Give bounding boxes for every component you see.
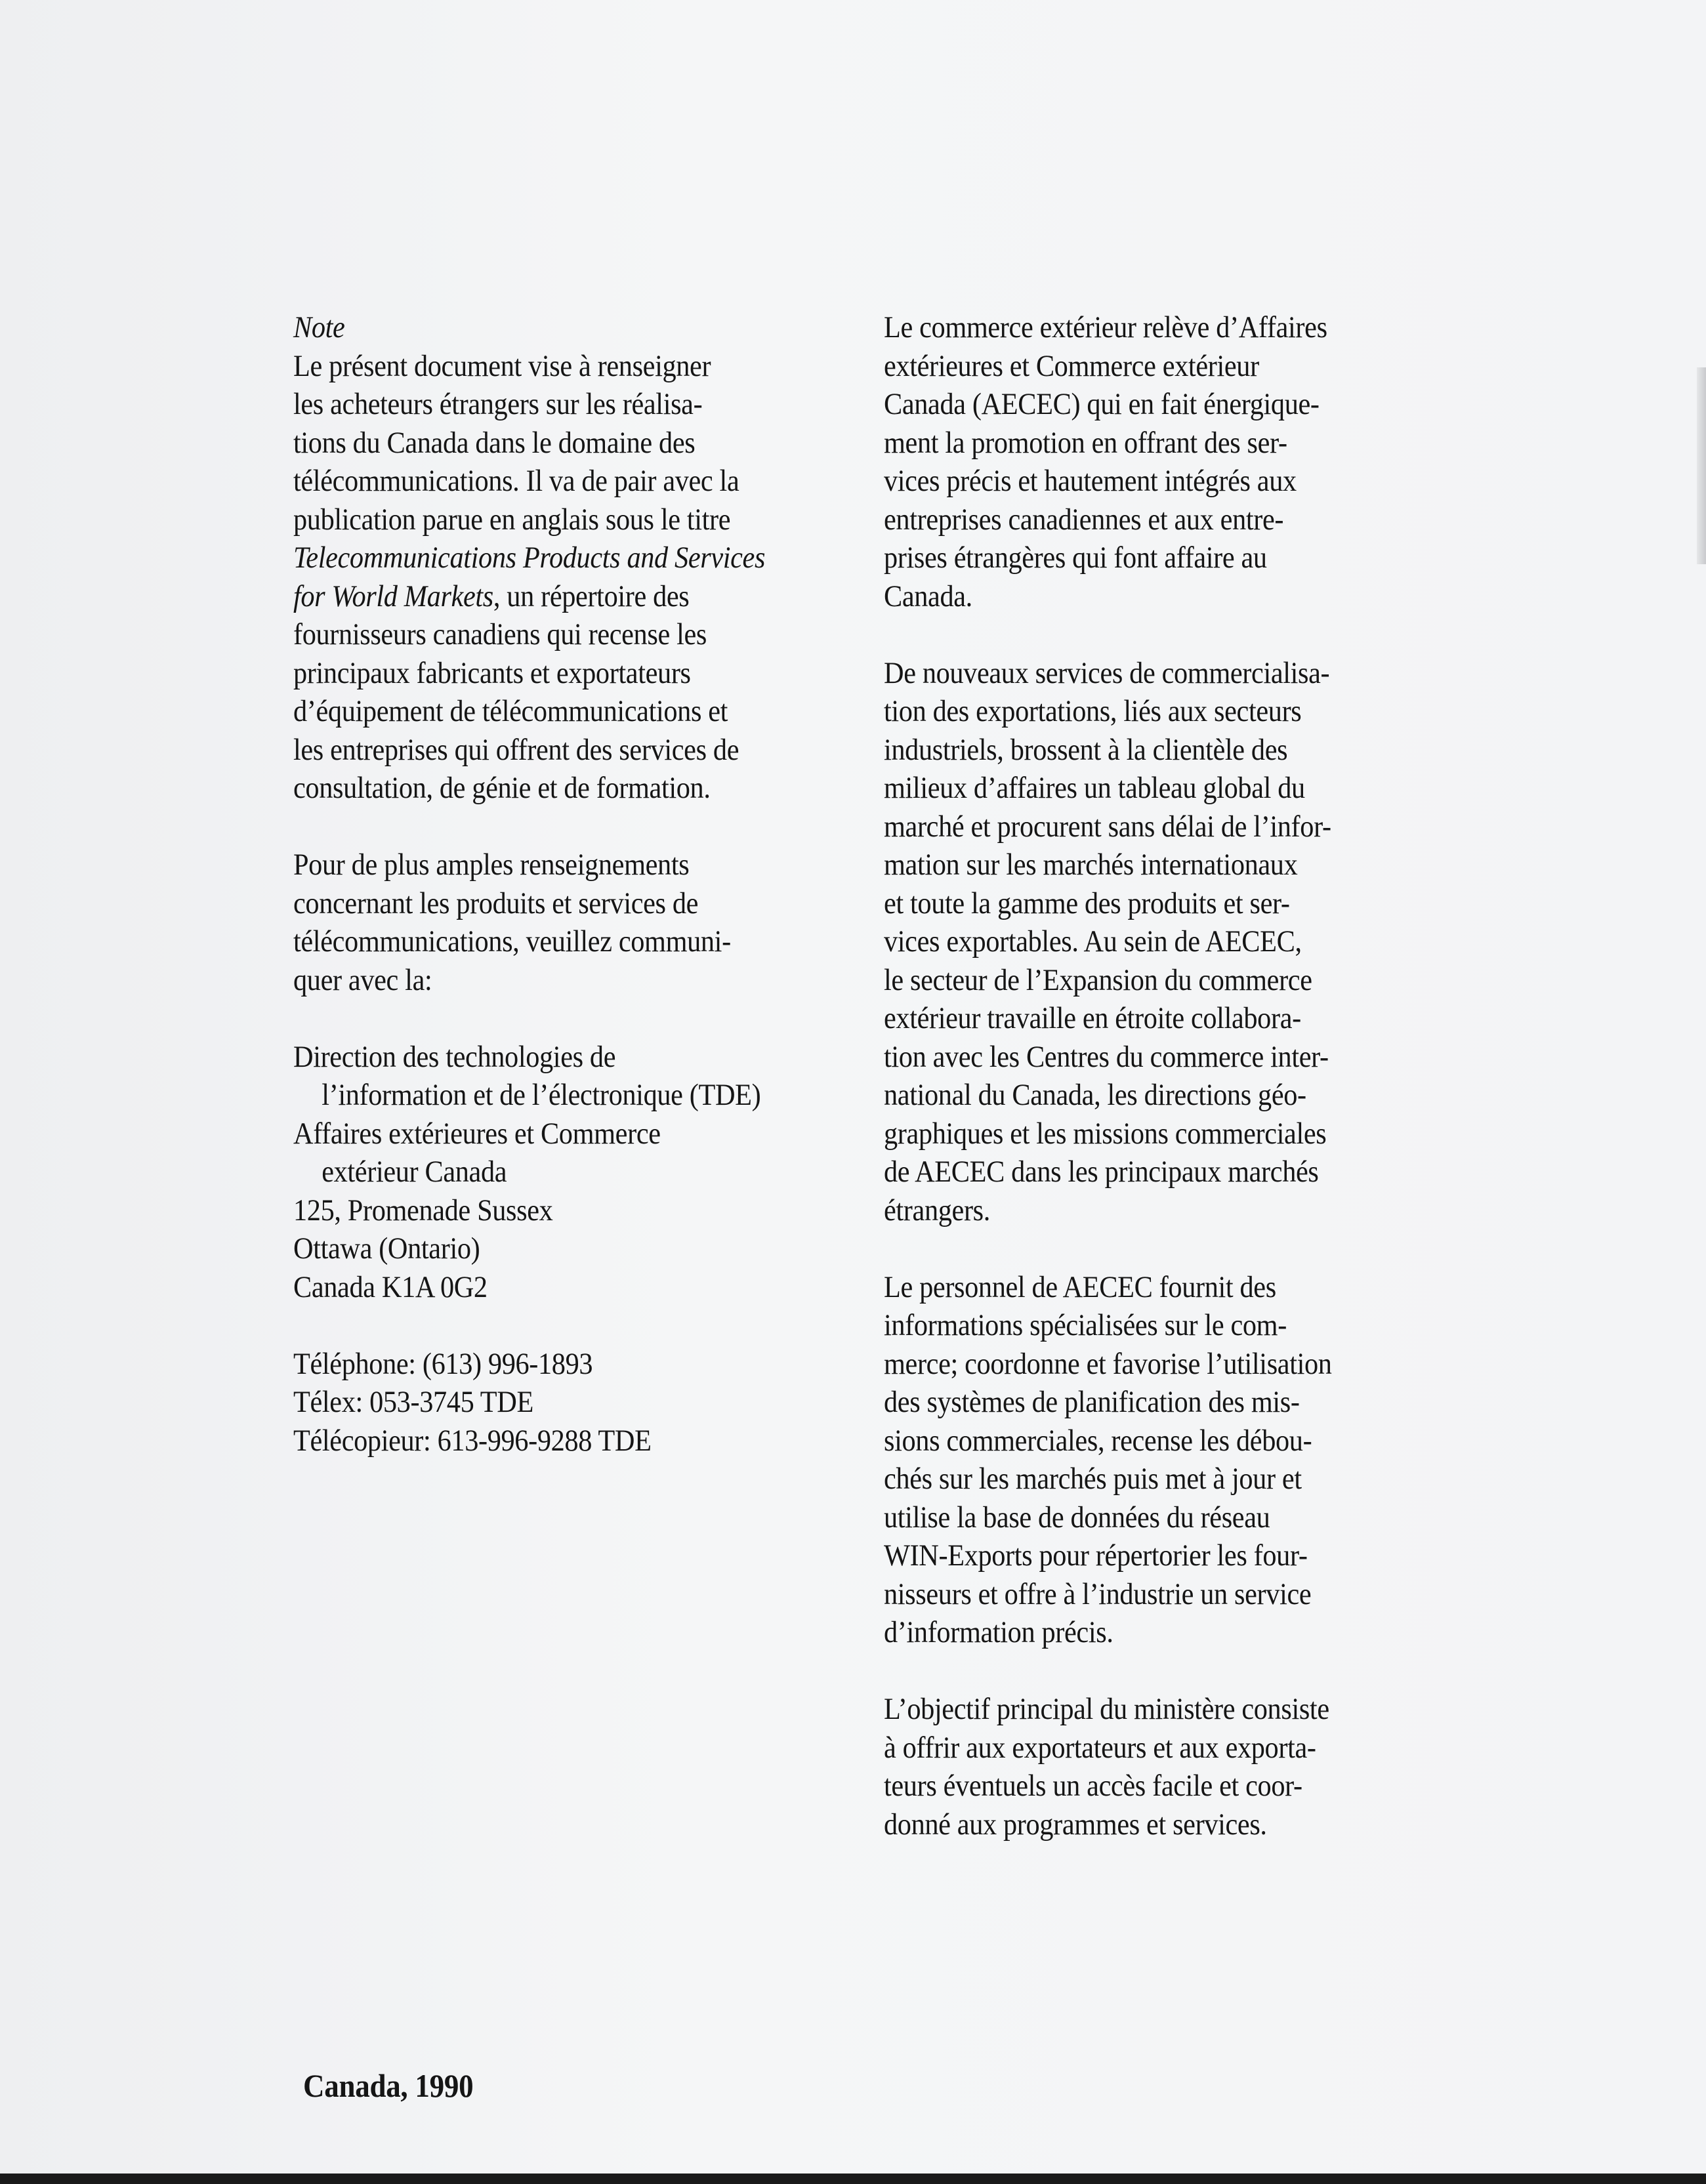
text-line: tions du Canada dans le domaine des	[293, 425, 696, 460]
text-line: ment la promotion en offrant des ser-	[884, 425, 1287, 460]
address-line: l’information et de l’électronique (TDE)	[322, 1078, 761, 1112]
text-line: industriels, brossent à la clientèle des	[884, 732, 1288, 767]
text-line: chés sur les marchés puis met à jour et	[884, 1462, 1302, 1496]
text-line: d’information précis.	[884, 1615, 1113, 1649]
staff-services-paragraph	[884, 1268, 1356, 1652]
export-services-paragraph	[884, 654, 1356, 1230]
text-line: utilise la base de données du réseau	[884, 1500, 1270, 1535]
text-line: consultation, de génie et de formation.	[293, 771, 711, 805]
contact-numbers	[293, 1345, 742, 1460]
text-line: nisseurs et offre à l’industrie un service	[884, 1576, 1312, 1611]
publication-title-line: Telecommunications Products and Services	[293, 541, 766, 575]
text-line: Le présent document vise à renseigner	[293, 348, 711, 383]
text-line: quer avec la:	[293, 962, 432, 997]
text-line: les acheteurs étrangers sur les réalisa-	[293, 387, 703, 421]
text-line: Le personnel de AECEC fournit des	[884, 1269, 1276, 1304]
text-line: WIN-Exports pour répertorier les four-	[884, 1538, 1308, 1573]
objective-paragraph	[884, 1690, 1356, 1844]
address-line: Canada K1A 0G2	[293, 1269, 488, 1304]
fax-number: Télécopieur: 613-996-9288 TDE	[293, 1423, 652, 1458]
text-line	[293, 577, 742, 616]
text-line: les entreprises qui offrent des services de	[293, 732, 739, 767]
text-line: merce; coordonne et favorise l’utilisation	[884, 1346, 1332, 1381]
text-line: télécommunications. Il va de pair avec la	[293, 464, 739, 498]
address-line: Ottawa (Ontario)	[293, 1231, 480, 1266]
text-line: national du Canada, les directions géo-	[884, 1078, 1306, 1112]
text-line: Canada (AECEC) qui en fait énergique-	[884, 387, 1320, 421]
text-line: des systèmes de planification des mis-	[884, 1385, 1300, 1419]
text-line: L’objectif principal du ministère consiste	[884, 1692, 1329, 1726]
text-line: vices exportables. Au sein de AECEC,	[884, 924, 1302, 958]
telex-number: Télex: 053-3745 TDE	[293, 1385, 533, 1419]
text-line: prises étrangères qui font affaire au	[884, 541, 1267, 575]
text-line: concernant les produits et services de	[293, 886, 699, 920]
text-line: marché et procurent sans délai de l’infor-	[884, 809, 1331, 844]
text-line: graphiques et les missions commerciales	[884, 1116, 1327, 1151]
address-line: Affaires extérieures et Commerce	[293, 1116, 661, 1151]
text-line: de AECEC dans les principaux marchés	[884, 1155, 1319, 1189]
text-line: principaux fabricants et exportateurs	[293, 655, 691, 690]
text-line: étrangers.	[884, 1193, 990, 1227]
right-column	[884, 308, 1356, 1844]
text-line: tion des exportations, liés aux secteurs	[884, 694, 1302, 728]
text-fragment: , un répertoire des	[493, 579, 690, 613]
text-line: le secteur de l’Expansion du commerce	[884, 962, 1312, 997]
text-line: vices précis et hautement intégrés aux	[884, 464, 1297, 498]
text-line: télécommunications, veuillez communi-	[293, 924, 731, 958]
publication-title-end: for World Markets	[293, 579, 493, 613]
contact-intro-paragraph	[293, 846, 742, 999]
text-line: donné aux programmes et services.	[884, 1807, 1267, 1842]
text-line: Pour de plus amples renseignements	[293, 848, 690, 882]
text-line: De nouveaux services de commercialisa-	[884, 655, 1330, 690]
address-line: Direction des technologies de	[293, 1039, 616, 1074]
left-column	[293, 308, 766, 1460]
text-line: publication parue en anglais sous le titre	[293, 502, 731, 537]
text-line: et toute la gamme des produits et ser-	[884, 886, 1290, 920]
text-line: extérieures et Commerce extérieur	[884, 348, 1259, 383]
aecec-intro-paragraph	[884, 308, 1356, 615]
text-line: à offrir aux exportateurs et aux exporta-	[884, 1730, 1316, 1765]
text-line: fournisseurs canadiens qui recense les	[293, 617, 707, 651]
text-line: Canada.	[884, 579, 972, 613]
imprint-footer: Canada, 1990	[303, 2067, 474, 2104]
phone-number: Téléphone: (613) 996-1893	[293, 1346, 593, 1381]
text-line: milieux d’affaires un tableau global du	[884, 771, 1305, 805]
text-line: Le commerce extérieur relève d’Affaires	[884, 310, 1327, 344]
intro-paragraph	[293, 347, 766, 808]
text-line: mation sur les marchés internationaux	[884, 848, 1298, 882]
note-heading: Note	[293, 310, 345, 344]
scan-edge-right	[1697, 367, 1706, 564]
text-line: entreprises canadiennes et aux entre-	[884, 502, 1284, 537]
text-line: informations spécialisées sur le com-	[884, 1308, 1287, 1342]
text-line: sions commerciales, recense les débou-	[884, 1423, 1312, 1458]
text-line: tion avec les Centres du commerce inter-	[884, 1039, 1329, 1074]
text-line: teurs éventuels un accès facile et coor-	[884, 1769, 1302, 1803]
scan-edge-bottom	[0, 2174, 1706, 2184]
address-line: extérieur Canada	[322, 1155, 507, 1189]
text-line: d’équipement de télécommunications et	[293, 694, 728, 728]
text-line: extérieur travaille en étroite collabora-	[884, 1001, 1301, 1035]
mailing-address	[293, 1038, 761, 1307]
address-line: 125, Promenade Sussex	[293, 1193, 553, 1227]
